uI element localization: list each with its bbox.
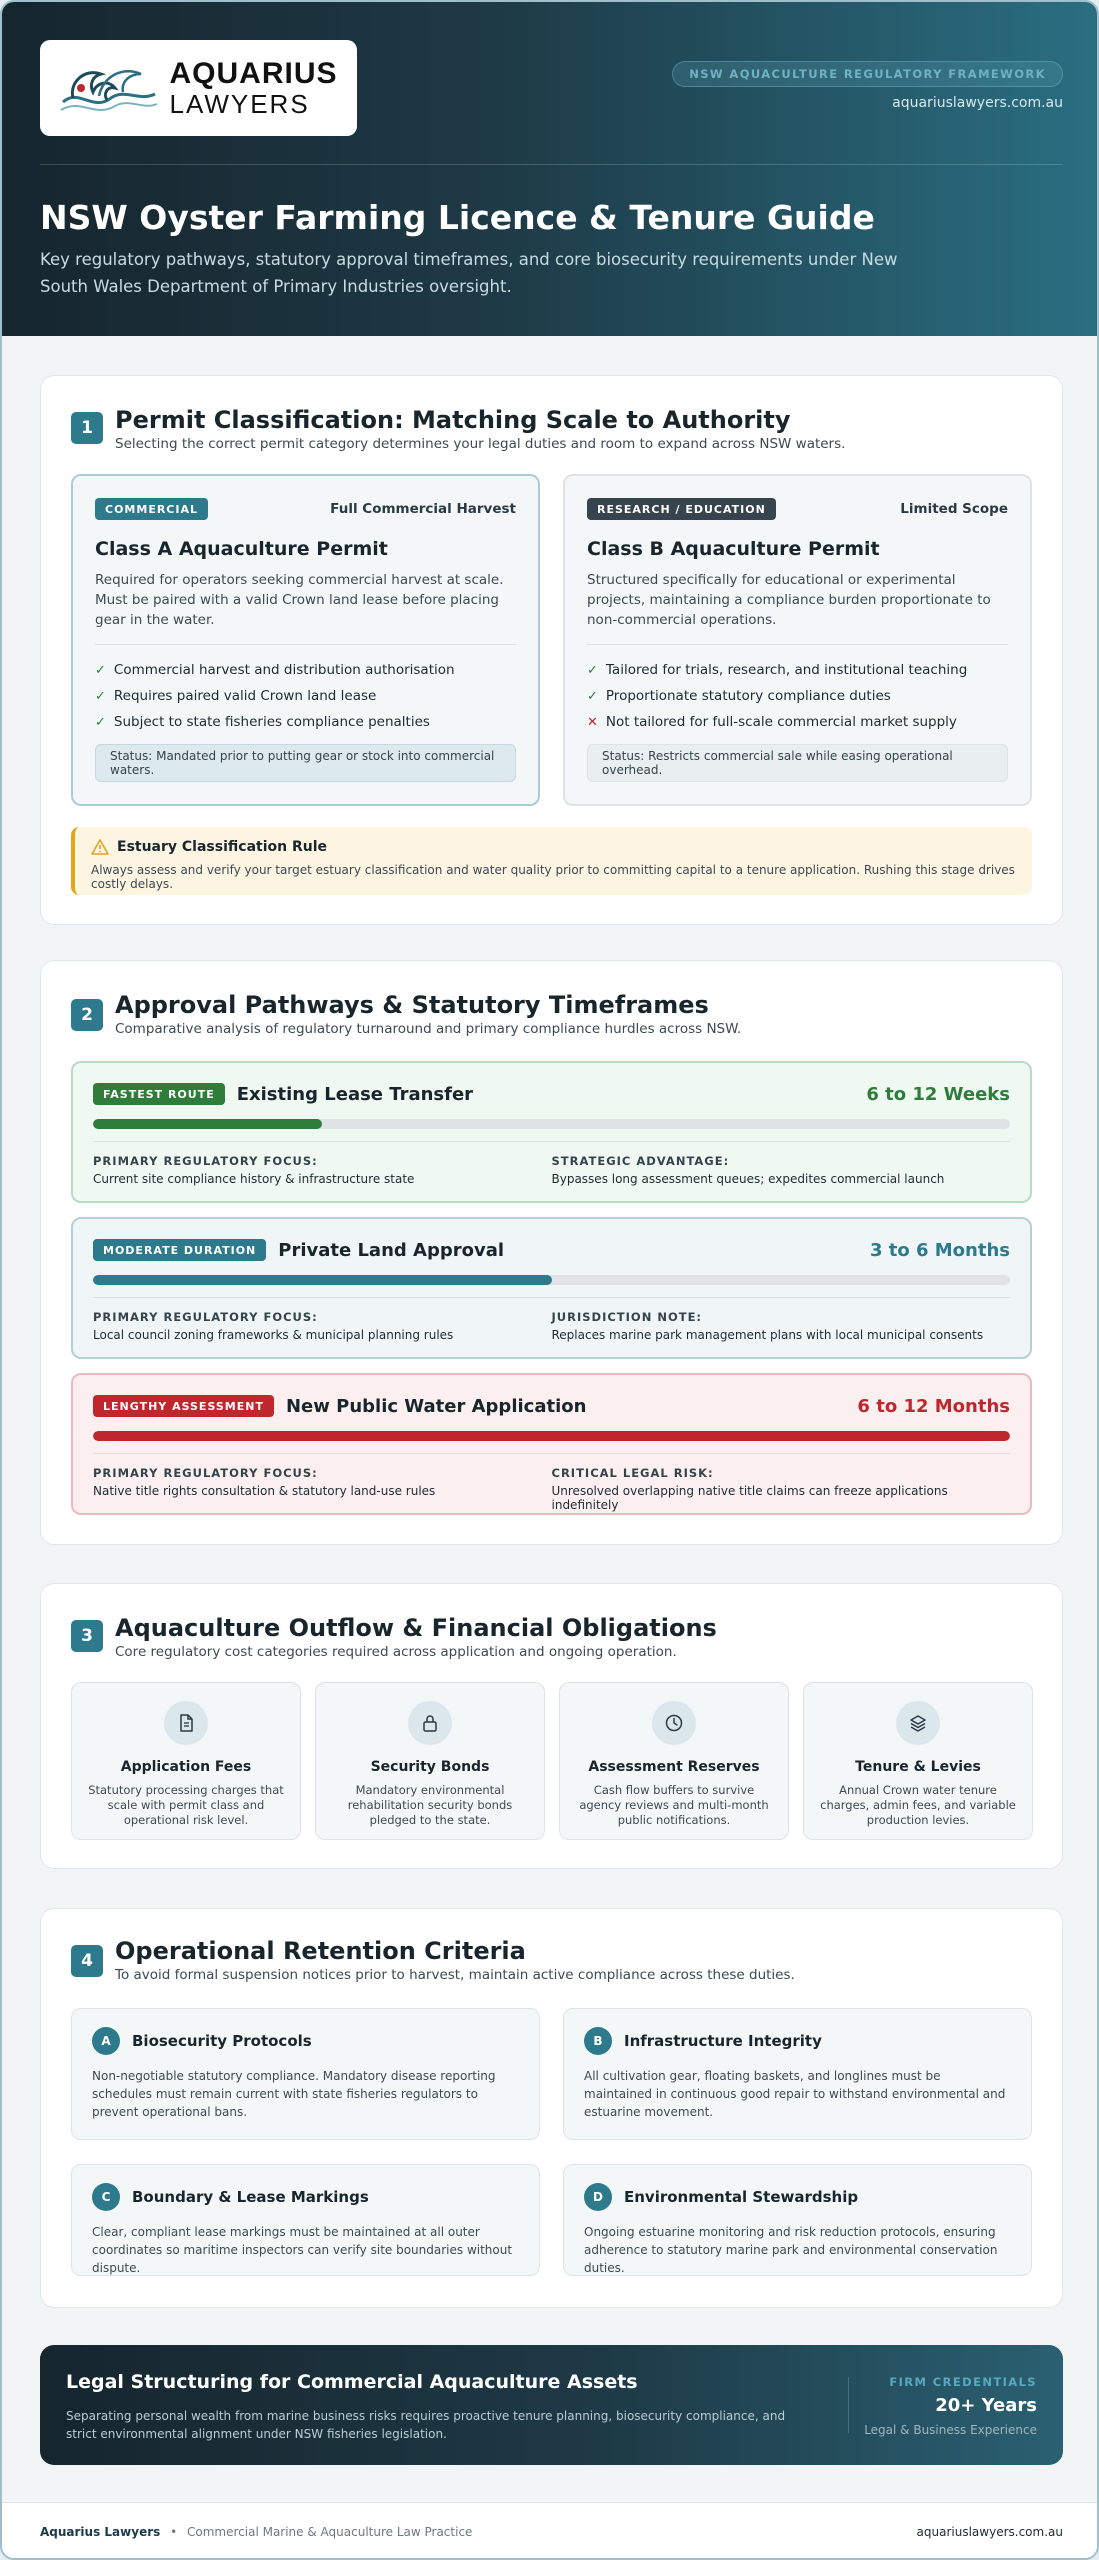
route-note-value: Replaces marine park management plans with local municipal consents xyxy=(551,1328,984,1342)
cost-name: Assessment Reserves xyxy=(588,1759,760,1775)
cost-name: Tenure & Levies xyxy=(855,1759,981,1775)
credentials-value: 20+ Years xyxy=(935,2395,1037,2416)
cost-card-tenure-levies xyxy=(803,1682,1033,1840)
list-item xyxy=(95,683,516,709)
feature-text: Commercial harvest and distribution authorisation xyxy=(113,662,455,678)
permit-scope: Limited Scope xyxy=(900,501,1008,517)
page-subtitle: Key regulatory pathways, statutory approval timeframes, and core biosecurity requirements under New South Wales Department of Primary Industries oversight. xyxy=(40,250,898,296)
permit-status: Status: Restricts commercial sale while easing operational overhead. xyxy=(587,744,1008,782)
route-divider xyxy=(93,1297,1010,1298)
list-item xyxy=(587,657,1008,683)
layers-icon xyxy=(908,1713,928,1733)
route-focus-value: Native title rights consultation & statutory land-use rules xyxy=(93,1484,436,1498)
timeframe-bar xyxy=(93,1119,1010,1129)
route-note-label: CRITICAL LEGAL RISK: xyxy=(551,1466,714,1480)
section-approval-pathways xyxy=(40,960,1063,1545)
route-note-label: JURISDICTION NOTE: xyxy=(551,1310,703,1324)
route-timeframe: 3 to 6 Months xyxy=(869,1239,1010,1261)
criteria-card-infrastructure xyxy=(563,2008,1032,2140)
credentials-label: FIRM CREDENTIALS xyxy=(889,2375,1037,2389)
page-title: NSW Oyster Farming Licence & Tenure Guide xyxy=(40,198,875,237)
section-number: 4 xyxy=(71,1945,103,1977)
banner-title: Legal Structuring for Commercial Aquaculture Assets xyxy=(66,2371,638,2393)
list-item xyxy=(587,683,1008,709)
section-title: Aquaculture Outflow & Financial Obligations xyxy=(115,1614,717,1642)
section-number: 3 xyxy=(71,1620,103,1652)
footer-brand: Aquarius Lawyers xyxy=(40,2525,161,2539)
route-divider xyxy=(93,1141,1010,1142)
wave-logo-icon xyxy=(59,58,159,118)
section-number: 1 xyxy=(71,412,103,444)
header-divider xyxy=(40,164,1063,165)
route-card-public-water xyxy=(71,1373,1032,1515)
legal-structuring-banner xyxy=(40,2345,1063,2465)
banner-divider xyxy=(848,2377,849,2433)
permit-card-class-b xyxy=(563,474,1032,806)
criteria-letter: C xyxy=(92,2183,120,2211)
list-item xyxy=(95,709,516,735)
footer-site-link[interactable]: aquariuslawyers.com.au xyxy=(916,2525,1063,2539)
timeframe-bar xyxy=(93,1431,1010,1441)
criteria-card-biosecurity xyxy=(71,2008,540,2140)
timeframe-bar xyxy=(93,1275,1010,1285)
cost-name: Application Fees xyxy=(120,1759,252,1775)
cost-description: Statutory processing charges that scale with permit class and operational risk level. xyxy=(88,1783,284,1827)
feature-text: Requires paired valid Crown land lease xyxy=(113,688,377,704)
footer-tagline: Commercial Marine & Aquaculture Law Practice xyxy=(187,2525,473,2539)
cost-name: Security Bonds xyxy=(370,1759,490,1775)
credentials-note: Legal & Business Experience xyxy=(864,2423,1037,2437)
check-icon: ✓ xyxy=(95,714,106,730)
section-title: Operational Retention Criteria xyxy=(115,1937,526,1965)
page-footer xyxy=(2,2502,1099,2560)
permit-feature-list xyxy=(95,657,516,735)
route-note-value: Bypasses long assessment queues; expedites commercial launch xyxy=(551,1172,945,1186)
firm-logo[interactable] xyxy=(40,40,357,136)
cost-description: Mandatory environmental rehabilitation security bonds pledged to the state. xyxy=(347,1783,513,1827)
criteria-letter: B xyxy=(584,2027,612,2055)
route-focus-label: PRIMARY REGULATORY FOCUS: xyxy=(93,1154,318,1168)
route-timeframe: 6 to 12 Months xyxy=(857,1395,1010,1417)
route-tag: LENGTHY ASSESSMENT xyxy=(93,1395,274,1417)
permit-card-class-a xyxy=(71,474,540,806)
section-number: 2 xyxy=(71,999,103,1031)
feature-text: Proportionate statutory compliance duties xyxy=(605,688,891,704)
route-timeframe: 6 to 12 Weeks xyxy=(866,1083,1010,1105)
section-title: Approval Pathways & Statutory Timeframes xyxy=(115,991,709,1019)
route-name: New Public Water Application xyxy=(285,1395,587,1417)
route-focus-value: Current site compliance history & infrastructure state xyxy=(93,1172,415,1186)
header-site-link[interactable]: aquariuslawyers.com.au xyxy=(892,95,1063,111)
criteria-name: Biosecurity Protocols xyxy=(132,2032,312,2050)
permit-status: Status: Mandated prior to putting gear or stock into commercial waters. xyxy=(95,744,516,782)
feature-text: Subject to state fisheries compliance penalties xyxy=(113,714,430,730)
route-note-value: Unresolved overlapping native title claims can freeze applications indefinitely xyxy=(551,1484,948,1512)
cost-description: Annual Crown water tenure charges, admin fees, and variable production levies. xyxy=(820,1783,1016,1827)
check-icon: ✓ xyxy=(587,662,598,678)
route-focus-label: PRIMARY REGULATORY FOCUS: xyxy=(93,1310,318,1324)
callout-title: Estuary Classification Rule xyxy=(117,839,328,855)
criteria-card-boundary xyxy=(71,2164,540,2276)
permit-description: Required for operators seeking commercial harvest at scale. Must be paired with a valid Crown land lease before placing gear in the water. xyxy=(95,572,504,628)
cost-card-assessment-reserves xyxy=(559,1682,789,1840)
criteria-name: Environmental Stewardship xyxy=(624,2188,859,2206)
permit-divider xyxy=(587,644,1008,645)
timeframe-bar-fill xyxy=(93,1275,552,1285)
list-item xyxy=(95,657,516,683)
cost-card-security-bonds xyxy=(315,1682,545,1840)
route-note-label: STRATEGIC ADVANTAGE: xyxy=(551,1154,730,1168)
permit-name: Class A Aquaculture Permit xyxy=(95,538,388,560)
logo-wordmark-bottom: LAWYERS xyxy=(169,89,310,119)
framework-badge: NSW AQUACULTURE REGULATORY FRAMEWORK xyxy=(672,61,1063,87)
section-financial-obligations xyxy=(40,1583,1063,1869)
criteria-letter: A xyxy=(92,2027,120,2055)
hero-header xyxy=(2,2,1099,336)
section-subtitle: Selecting the correct permit category determines your legal duties and room to expand across NSW waters. xyxy=(115,436,846,452)
criteria-description: Non-negotiable statutory compliance. Mandatory disease reporting schedules must remain current with state fisheries regulators to prevent operational bans. xyxy=(92,2069,496,2119)
section-title: Permit Classification: Matching Scale to Authority xyxy=(115,406,791,434)
clock-icon xyxy=(664,1713,684,1733)
permit-name: Class B Aquaculture Permit xyxy=(587,538,880,560)
permit-tag: COMMERCIAL xyxy=(95,498,208,520)
permit-tag: RESEARCH / EDUCATION xyxy=(587,498,776,520)
criteria-letter: D xyxy=(584,2183,612,2211)
route-focus-label: PRIMARY REGULATORY FOCUS: xyxy=(93,1466,318,1480)
check-icon: ✓ xyxy=(587,688,598,704)
timeframe-bar-fill xyxy=(93,1119,322,1129)
footer-separator: • xyxy=(170,2525,178,2539)
criteria-name: Infrastructure Integrity xyxy=(624,2032,822,2050)
route-card-private-land xyxy=(71,1217,1032,1359)
permit-scope: Full Commercial Harvest xyxy=(330,501,516,517)
check-icon: ✓ xyxy=(95,662,106,678)
section-subtitle: To avoid formal suspension notices prior to harvest, maintain active compliance across these duties. xyxy=(115,1967,795,1983)
estuary-rule-callout xyxy=(71,827,1032,895)
route-tag: FASTEST ROUTE xyxy=(93,1083,225,1105)
criteria-description: Ongoing estuarine monitoring and risk reduction protocols, ensuring adherence to statutory marine park and environmental conservation duties. xyxy=(584,2225,998,2275)
route-name: Private Land Approval xyxy=(278,1239,505,1261)
criteria-description: Clear, compliant lease markings must be maintained at all outer coordinates so maritime inspectors can verify site boundaries without dispute. xyxy=(92,2225,513,2275)
route-name: Existing Lease Transfer xyxy=(236,1083,474,1105)
lock-icon xyxy=(420,1713,440,1733)
permit-description: Structured specifically for educational or experimental projects, maintaining a compliance burden proportionate to non-commercial operations. xyxy=(587,572,991,628)
criteria-name: Boundary & Lease Markings xyxy=(132,2188,369,2206)
route-card-lease-transfer xyxy=(71,1061,1032,1203)
route-divider xyxy=(93,1453,1010,1454)
section-retention-criteria xyxy=(40,1908,1063,2308)
logo-wordmark-top: AQUARIUS xyxy=(169,57,338,90)
criteria-description: All cultivation gear, floating baskets, and longlines must be maintained in continuous good repair to withstand environmental and estuarine movement. xyxy=(584,2069,1006,2119)
cost-card-application-fees xyxy=(71,1682,301,1840)
permit-feature-list xyxy=(587,657,1008,735)
route-tag: MODERATE DURATION xyxy=(93,1239,266,1261)
callout-text: Always assess and verify your target estuary classification and water quality prior to committing capital to a tenure application. Rushing this stage drives costly delays. xyxy=(91,863,1015,891)
criteria-card-environmental xyxy=(563,2164,1032,2276)
feature-text: Not tailored for full-scale commercial market supply xyxy=(605,714,957,730)
permit-divider xyxy=(95,644,516,645)
document-icon xyxy=(176,1713,196,1733)
timeframe-bar-fill xyxy=(93,1431,1010,1441)
list-item xyxy=(587,709,1008,735)
cross-icon: ✕ xyxy=(587,714,598,730)
cost-description: Cash flow buffers to survive agency reviews and multi-month public notifications. xyxy=(579,1783,769,1827)
section-permit-classification xyxy=(40,375,1063,925)
warning-icon xyxy=(91,839,109,855)
section-subtitle: Comparative analysis of regulatory turnaround and primary compliance hurdles across NSW. xyxy=(115,1021,742,1037)
banner-description: Separating personal wealth from marine business risks requires proactive tenure planning, biosecurity compliance, and strict environmental alignment under NSW fisheries legislation. xyxy=(66,2409,786,2441)
check-icon: ✓ xyxy=(95,688,106,704)
route-focus-value: Local council zoning frameworks & municipal planning rules xyxy=(93,1328,454,1342)
section-subtitle: Core regulatory cost categories required across application and ongoing operation. xyxy=(115,1644,677,1660)
feature-text: Tailored for trials, research, and institutional teaching xyxy=(605,662,968,678)
